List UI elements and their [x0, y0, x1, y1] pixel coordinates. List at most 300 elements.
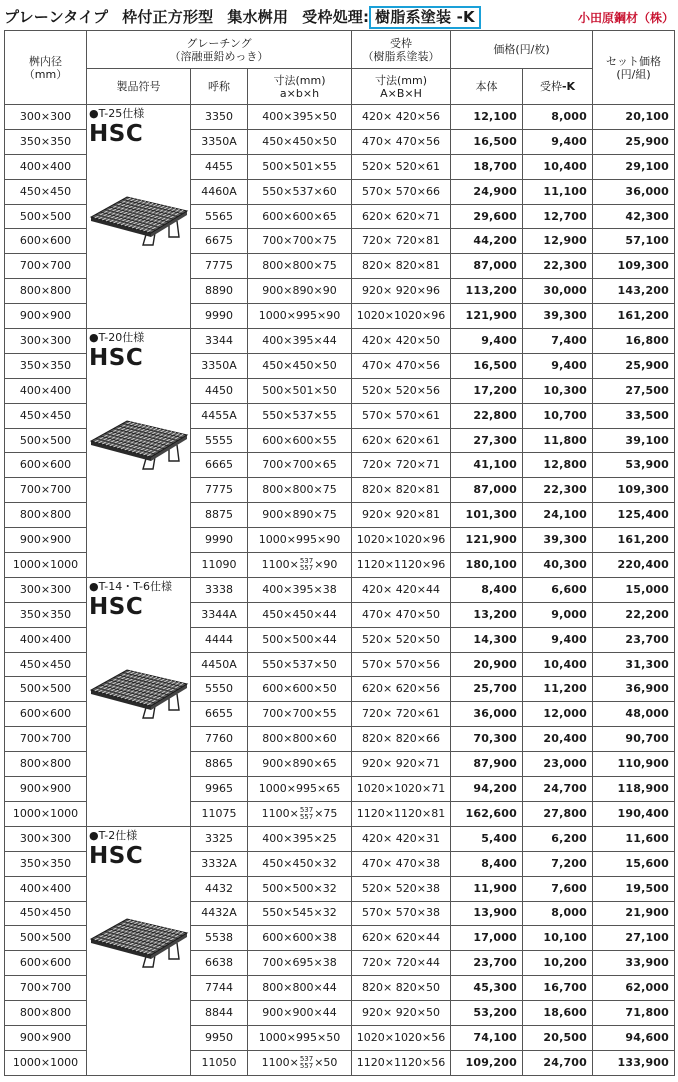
frame-price-cell: 8,000 — [523, 105, 593, 130]
product-code-cell — [87, 577, 191, 826]
frame-price-cell: 12,800 — [523, 453, 593, 478]
set-price-cell: 94,600 — [593, 1025, 675, 1050]
frame-dims-cell: 920× 920×96 — [352, 279, 451, 304]
header-price: 価格(円/枚) — [451, 31, 593, 69]
model-cell: 6655 — [191, 702, 248, 727]
model-cell: 4460A — [191, 179, 248, 204]
model-cell: 6665 — [191, 453, 248, 478]
inner-size-cell: 500×500 — [5, 677, 87, 702]
body-price-cell: 16,500 — [451, 353, 523, 378]
inner-size-cell: 700×700 — [5, 727, 87, 752]
inner-size-cell: 400×400 — [5, 378, 87, 403]
set-price-cell: 20,100 — [593, 105, 675, 130]
body-price-cell: 162,600 — [451, 801, 523, 826]
inner-size-cell: 1000×1000 — [5, 801, 87, 826]
dims-suffix: ×90 — [314, 557, 338, 571]
frame-dims-cell: 1020×1020×96 — [352, 304, 451, 329]
inner-size-cell: 300×300 — [5, 826, 87, 851]
dims-cell: 700×700×55 — [248, 702, 352, 727]
frame-price-cell: 16,700 — [523, 976, 593, 1001]
dims-cell: 600×600×55 — [248, 428, 352, 453]
model-cell: 3350A — [191, 353, 248, 378]
model-cell: 8844 — [191, 1001, 248, 1026]
header-frame-dims: 寸法(mm) A×B×H — [352, 69, 451, 105]
set-price-cell: 125,400 — [593, 503, 675, 528]
model-cell: 4450A — [191, 652, 248, 677]
frame-dims-cell: 920× 920×81 — [352, 503, 451, 528]
dims-cell: 550×545×32 — [248, 901, 352, 926]
dims-prefix: 1100× — [261, 1055, 299, 1069]
inner-size-cell: 400×400 — [5, 876, 87, 901]
grating-image — [89, 419, 189, 473]
set-price-cell: 19,500 — [593, 876, 675, 901]
frame-dims-cell: 420× 420×56 — [352, 105, 451, 130]
set-price-cell: 16,800 — [593, 329, 675, 354]
table-row — [5, 105, 675, 130]
model-cell: 8890 — [191, 279, 248, 304]
dims-cell: 550×537×60 — [248, 179, 352, 204]
dims-prefix: 1100× — [261, 806, 299, 820]
body-price-cell: 17,000 — [451, 926, 523, 951]
dims-cell: 700×695×38 — [248, 951, 352, 976]
model-cell: 9965 — [191, 777, 248, 802]
set-price-cell: 27,100 — [593, 926, 675, 951]
frame-price-cell: 8,000 — [523, 901, 593, 926]
inner-size-cell: 400×400 — [5, 154, 87, 179]
inner-size-cell: 300×300 — [5, 577, 87, 602]
body-price-cell: 101,300 — [451, 503, 523, 528]
dims-cell: 1000×995×90 — [248, 528, 352, 553]
dims-cell: 500×500×32 — [248, 876, 352, 901]
model-cell: 9950 — [191, 1025, 248, 1050]
set-price-cell: 190,400 — [593, 801, 675, 826]
frame-dims-cell: 420× 420×31 — [352, 826, 451, 851]
set-price-cell: 110,900 — [593, 752, 675, 777]
dims-cell — [248, 1050, 352, 1075]
inner-size-cell: 500×500 — [5, 204, 87, 229]
body-price-cell: 53,200 — [451, 1001, 523, 1026]
frame-price-cell: 10,100 — [523, 926, 593, 951]
header-frame: 受枠 （樹脂系塗装） — [352, 31, 451, 69]
dims-fraction: 537 557 — [299, 1054, 314, 1070]
dims-cell: 550×537×55 — [248, 403, 352, 428]
grating-image — [89, 195, 189, 249]
body-price-cell: 13,900 — [451, 901, 523, 926]
dims-cell: 600×600×50 — [248, 677, 352, 702]
model-cell: 3350 — [191, 105, 248, 130]
load-spec-label: ●T-20仕様 — [89, 331, 145, 345]
dims-fraction: 537 557 — [299, 805, 314, 821]
dims-cell: 800×800×44 — [248, 976, 352, 1001]
body-price-cell: 23,700 — [451, 951, 523, 976]
frame-dims-cell: 920× 920×71 — [352, 752, 451, 777]
set-price-cell: 143,200 — [593, 279, 675, 304]
frame-price-cell: 11,100 — [523, 179, 593, 204]
dims-cell: 400×395×38 — [248, 577, 352, 602]
frame-dims-cell: 720× 720×81 — [352, 229, 451, 254]
frame-price-cell: 10,400 — [523, 154, 593, 179]
dims-cell: 900×890×90 — [248, 279, 352, 304]
set-price-cell: 36,900 — [593, 677, 675, 702]
body-price-cell: 87,000 — [451, 254, 523, 279]
inner-size-cell: 350×350 — [5, 851, 87, 876]
table-row — [5, 826, 675, 851]
frame-dims-cell: 1120×1120×81 — [352, 801, 451, 826]
inner-size-cell: 700×700 — [5, 976, 87, 1001]
frame-dims-cell: 820× 820×81 — [352, 478, 451, 503]
product-brand: HSC — [89, 121, 144, 147]
inner-size-cell: 450×450 — [5, 901, 87, 926]
set-price-cell: 33,900 — [593, 951, 675, 976]
inner-size-cell: 300×300 — [5, 105, 87, 130]
frame-price-cell: 9,400 — [523, 353, 593, 378]
inner-size-cell: 800×800 — [5, 1001, 87, 1026]
dims-cell — [248, 553, 352, 578]
model-cell: 4444 — [191, 627, 248, 652]
body-price-cell: 94,200 — [451, 777, 523, 802]
inner-size-cell: 600×600 — [5, 229, 87, 254]
frame-dims-cell: 570× 570×56 — [352, 652, 451, 677]
dims-cell — [248, 801, 352, 826]
set-price-cell: 25,900 — [593, 353, 675, 378]
body-price-cell: 45,300 — [451, 976, 523, 1001]
model-cell: 3332A — [191, 851, 248, 876]
inner-size-cell: 500×500 — [5, 428, 87, 453]
inner-size-cell: 700×700 — [5, 254, 87, 279]
set-price-cell: 33,500 — [593, 403, 675, 428]
inner-size-cell: 900×900 — [5, 528, 87, 553]
frame-price-cell: 9,400 — [523, 627, 593, 652]
frame-price-cell: 12,700 — [523, 204, 593, 229]
frame-dims-cell: 470× 470×56 — [352, 129, 451, 154]
dims-cell: 600×600×65 — [248, 204, 352, 229]
frame-price-cell: 6,200 — [523, 826, 593, 851]
table-row — [5, 329, 675, 354]
dims-fraction: 537 557 — [299, 556, 314, 572]
body-price-cell: 29,600 — [451, 204, 523, 229]
frame-price-cell: 12,000 — [523, 702, 593, 727]
page-title — [4, 6, 481, 29]
header-frame-price: 受枠-K — [523, 69, 593, 105]
dims-cell: 450×450×50 — [248, 353, 352, 378]
load-spec-label: ●T-2仕様 — [89, 828, 138, 842]
set-price-cell: 118,900 — [593, 777, 675, 802]
body-price-cell: 17,200 — [451, 378, 523, 403]
body-price-cell: 9,400 — [451, 329, 523, 354]
dims-cell: 900×900×44 — [248, 1001, 352, 1026]
model-cell: 7760 — [191, 727, 248, 752]
frame-dims-cell: 470× 470×56 — [352, 353, 451, 378]
header-model: 呼称 — [191, 69, 248, 105]
set-price-cell: 161,200 — [593, 528, 675, 553]
product-code-cell — [87, 105, 191, 329]
header-body-price: 本体 — [451, 69, 523, 105]
body-price-cell: 13,200 — [451, 602, 523, 627]
body-price-cell: 121,900 — [451, 528, 523, 553]
title-use: 集水桝用 — [227, 8, 289, 26]
frame-dims-cell: 520× 520×56 — [352, 378, 451, 403]
inner-size-cell: 600×600 — [5, 453, 87, 478]
frame-dims-cell: 520× 520×50 — [352, 627, 451, 652]
dims-cell: 600×600×38 — [248, 926, 352, 951]
inner-size-cell: 450×450 — [5, 652, 87, 677]
body-price-cell: 180,100 — [451, 553, 523, 578]
body-price-cell: 22,800 — [451, 403, 523, 428]
frame-price-cell: 10,200 — [523, 951, 593, 976]
inner-size-cell: 900×900 — [5, 777, 87, 802]
set-price-cell: 109,300 — [593, 254, 675, 279]
dims-cell: 800×800×75 — [248, 478, 352, 503]
frame-dims-cell: 1120×1120×96 — [352, 553, 451, 578]
model-cell: 6638 — [191, 951, 248, 976]
frame-dims-cell: 620× 620×44 — [352, 926, 451, 951]
body-price-cell: 113,200 — [451, 279, 523, 304]
frame-price-cell: 30,000 — [523, 279, 593, 304]
frame-dims-cell: 470× 470×50 — [352, 602, 451, 627]
frame-price-cell: 10,700 — [523, 403, 593, 428]
set-price-cell: 109,300 — [593, 478, 675, 503]
load-spec-label: ●T-14・T-6仕様 — [89, 579, 172, 593]
model-cell: 7744 — [191, 976, 248, 1001]
inner-size-cell: 500×500 — [5, 926, 87, 951]
inner-size-cell: 1000×1000 — [5, 1050, 87, 1075]
set-price-cell: 39,100 — [593, 428, 675, 453]
body-price-cell: 87,900 — [451, 752, 523, 777]
header-dims: 寸法(mm) a×b×h — [248, 69, 352, 105]
body-price-cell: 5,400 — [451, 826, 523, 851]
set-price-cell: 21,900 — [593, 901, 675, 926]
set-price-cell: 71,800 — [593, 1001, 675, 1026]
dims-cell: 800×800×60 — [248, 727, 352, 752]
dims-cell: 900×890×75 — [248, 503, 352, 528]
set-price-cell: 11,600 — [593, 826, 675, 851]
model-cell: 5538 — [191, 926, 248, 951]
dims-cell: 1000×995×50 — [248, 1025, 352, 1050]
model-cell: 7775 — [191, 254, 248, 279]
frame-dims-cell: 1020×1020×71 — [352, 777, 451, 802]
load-spec-label: ●T-25仕様 — [89, 107, 145, 120]
inner-size-cell: 900×900 — [5, 1025, 87, 1050]
set-price-cell: 25,900 — [593, 129, 675, 154]
body-price-cell: 24,900 — [451, 179, 523, 204]
table-body — [5, 105, 675, 1076]
product-code-cell — [87, 329, 191, 578]
model-cell: 11075 — [191, 801, 248, 826]
set-price-cell: 57,100 — [593, 229, 675, 254]
title-frame-treatment: 受枠処理: — [302, 8, 370, 26]
frame-dims-cell: 620× 620×56 — [352, 677, 451, 702]
frame-dims-cell: 570× 570×66 — [352, 179, 451, 204]
model-cell: 7775 — [191, 478, 248, 503]
set-price-cell: 42,300 — [593, 204, 675, 229]
body-price-cell: 20,900 — [451, 652, 523, 677]
grating-image — [89, 668, 189, 722]
model-cell: 4450 — [191, 378, 248, 403]
frame-price-cell: 7,200 — [523, 851, 593, 876]
model-cell: 11090 — [191, 553, 248, 578]
dims-cell: 700×700×75 — [248, 229, 352, 254]
frame-price-cell: 22,300 — [523, 478, 593, 503]
inner-size-cell: 350×350 — [5, 353, 87, 378]
model-cell: 3325 — [191, 826, 248, 851]
frame-price-cell: 24,700 — [523, 777, 593, 802]
dims-cell: 400×395×44 — [248, 329, 352, 354]
body-price-cell: 12,100 — [451, 105, 523, 130]
dims-cell: 500×501×50 — [248, 378, 352, 403]
header-grating: グレーチング （溶融亜鉛めっき） — [87, 31, 352, 69]
frame-dims-cell: 920× 920×50 — [352, 1001, 451, 1026]
body-price-cell: 18,700 — [451, 154, 523, 179]
body-price-cell: 44,200 — [451, 229, 523, 254]
frame-price-cell: 9,000 — [523, 602, 593, 627]
set-price-cell: 22,200 — [593, 602, 675, 627]
product-brand: HSC — [89, 842, 144, 869]
frame-price-cell: 11,800 — [523, 428, 593, 453]
inner-size-cell: 800×800 — [5, 752, 87, 777]
dims-cell: 1000×995×90 — [248, 304, 352, 329]
frame-price-cell: 10,400 — [523, 652, 593, 677]
frame-dims-cell: 1120×1120×56 — [352, 1050, 451, 1075]
body-price-cell: 70,300 — [451, 727, 523, 752]
frame-dims-cell: 1020×1020×56 — [352, 1025, 451, 1050]
frame-dims-cell: 820× 820×50 — [352, 976, 451, 1001]
set-price-cell: 133,900 — [593, 1050, 675, 1075]
frame-price-cell: 10,300 — [523, 378, 593, 403]
product-code-cell — [87, 826, 191, 1075]
set-price-cell: 27,500 — [593, 378, 675, 403]
inner-size-cell: 350×350 — [5, 129, 87, 154]
model-cell: 5565 — [191, 204, 248, 229]
frame-dims-cell: 720× 720×71 — [352, 453, 451, 478]
model-cell: 5555 — [191, 428, 248, 453]
model-cell: 8865 — [191, 752, 248, 777]
dims-suffix: ×75 — [314, 806, 338, 820]
set-price-cell: 48,000 — [593, 702, 675, 727]
frame-price-cell: 39,300 — [523, 304, 593, 329]
model-cell: 9990 — [191, 528, 248, 553]
frame-dims-cell: 820× 820×66 — [352, 727, 451, 752]
dims-cell: 500×500×44 — [248, 627, 352, 652]
frame-dims-cell: 620× 620×61 — [352, 428, 451, 453]
body-price-cell: 16,500 — [451, 129, 523, 154]
inner-size-cell: 300×300 — [5, 329, 87, 354]
frame-price-cell: 11,200 — [523, 677, 593, 702]
frame-price-cell: 24,700 — [523, 1050, 593, 1075]
body-price-cell: 41,100 — [451, 453, 523, 478]
body-price-cell: 8,400 — [451, 851, 523, 876]
inner-size-cell: 600×600 — [5, 951, 87, 976]
frame-price-cell: 39,300 — [523, 528, 593, 553]
frame-price-cell: 6,600 — [523, 577, 593, 602]
set-price-cell: 23,700 — [593, 627, 675, 652]
frame-price-cell: 24,100 — [523, 503, 593, 528]
dims-cell: 500×501×55 — [248, 154, 352, 179]
frame-price-cell: 18,600 — [523, 1001, 593, 1026]
set-price-cell: 31,300 — [593, 652, 675, 677]
frame-price-cell: 9,400 — [523, 129, 593, 154]
dims-cell: 450×450×44 — [248, 602, 352, 627]
dims-cell: 400×395×50 — [248, 105, 352, 130]
dims-cell: 900×890×65 — [248, 752, 352, 777]
inner-size-cell: 450×450 — [5, 179, 87, 204]
model-cell: 5550 — [191, 677, 248, 702]
frame-dims-cell: 520× 520×38 — [352, 876, 451, 901]
inner-size-cell: 400×400 — [5, 627, 87, 652]
inner-size-cell: 450×450 — [5, 403, 87, 428]
frame-price-cell: 12,900 — [523, 229, 593, 254]
model-cell: 11050 — [191, 1050, 248, 1075]
inner-size-cell: 1000×1000 — [5, 553, 87, 578]
model-cell: 4455 — [191, 154, 248, 179]
inner-size-cell: 900×900 — [5, 304, 87, 329]
model-cell: 3350A — [191, 129, 248, 154]
dims-cell: 800×800×75 — [248, 254, 352, 279]
frame-price-cell: 20,400 — [523, 727, 593, 752]
inner-size-cell: 600×600 — [5, 702, 87, 727]
body-price-cell: 14,300 — [451, 627, 523, 652]
set-price-cell: 36,000 — [593, 179, 675, 204]
model-cell: 3344A — [191, 602, 248, 627]
body-price-cell: 25,700 — [451, 677, 523, 702]
set-price-cell: 220,400 — [593, 553, 675, 578]
dims-suffix: ×50 — [314, 1055, 338, 1069]
set-price-cell: 15,600 — [593, 851, 675, 876]
body-price-cell: 27,300 — [451, 428, 523, 453]
body-price-cell: 11,900 — [451, 876, 523, 901]
frame-dims-cell: 1020×1020×96 — [352, 528, 451, 553]
frame-price-cell: 27,800 — [523, 801, 593, 826]
body-price-cell: 87,000 — [451, 478, 523, 503]
dims-cell: 400×395×25 — [248, 826, 352, 851]
grating-image — [89, 917, 189, 971]
dims-cell: 700×700×65 — [248, 453, 352, 478]
model-cell: 9990 — [191, 304, 248, 329]
model-cell: 3338 — [191, 577, 248, 602]
product-brand: HSC — [89, 345, 144, 372]
frame-dims-cell: 420× 420×44 — [352, 577, 451, 602]
body-price-cell: 36,000 — [451, 702, 523, 727]
model-cell: 4432 — [191, 876, 248, 901]
model-cell: 6675 — [191, 229, 248, 254]
set-price-cell: 53,900 — [593, 453, 675, 478]
model-cell: 3344 — [191, 329, 248, 354]
title-bar — [0, 0, 678, 30]
frame-dims-cell: 820× 820×81 — [352, 254, 451, 279]
inner-size-cell: 350×350 — [5, 602, 87, 627]
body-price-cell: 74,100 — [451, 1025, 523, 1050]
frame-price-cell: 23,000 — [523, 752, 593, 777]
body-price-cell: 109,200 — [451, 1050, 523, 1075]
body-price-cell: 8,400 — [451, 577, 523, 602]
frame-dims-cell: 720× 720×61 — [352, 702, 451, 727]
frame-dims-cell: 420× 420×50 — [352, 329, 451, 354]
dims-cell: 450×450×32 — [248, 851, 352, 876]
title-shape: 枠付正方形型 — [122, 8, 214, 26]
table-row — [5, 577, 675, 602]
set-price-cell: 62,000 — [593, 976, 675, 1001]
frame-price-cell: 7,400 — [523, 329, 593, 354]
set-price-cell: 161,200 — [593, 304, 675, 329]
frame-dims-cell: 570× 570×38 — [352, 901, 451, 926]
frame-dims-cell: 570× 570×61 — [352, 403, 451, 428]
inner-size-cell: 800×800 — [5, 503, 87, 528]
maker-name: 小田原鋼材（株） — [577, 11, 674, 25]
frame-price-cell: 20,500 — [523, 1025, 593, 1050]
frame-price-cell: 7,600 — [523, 876, 593, 901]
inner-size-cell: 700×700 — [5, 478, 87, 503]
body-price-cell: 121,900 — [451, 304, 523, 329]
set-price-cell: 90,700 — [593, 727, 675, 752]
